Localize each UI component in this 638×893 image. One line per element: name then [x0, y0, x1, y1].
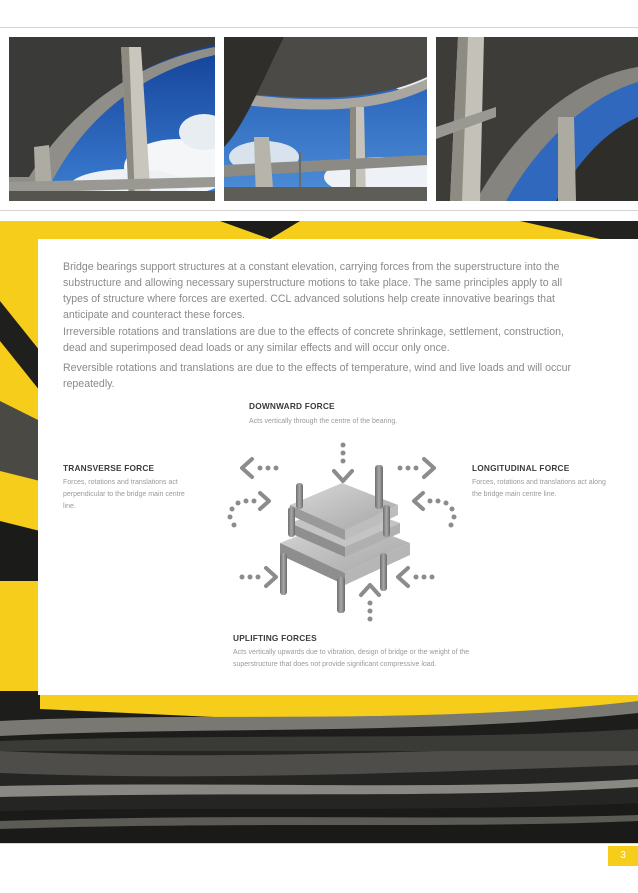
- transverse-force-desc: Forces, rotations and translations act perpendicular to the bridge main centre line.: [63, 479, 185, 510]
- intro-paragraph-2: Irreversible rotations and translations are due to the effects of concrete shrinkage, settlement, construction, dead and superimposed dead loads or any similar effects and will occur only once.: [63, 326, 564, 354]
- bridge-bearing-diagram-icon: [220, 435, 470, 635]
- bottom-rule: [0, 843, 638, 844]
- longitudinal-force-title: LONGITUDINAL FORCE: [472, 463, 570, 473]
- bridge-photo-3: [436, 37, 638, 201]
- page-number: 3: [608, 846, 638, 866]
- photos-bottom-rule: [0, 210, 638, 211]
- downward-force-desc: Acts vertically through the centre of the bearing.: [249, 418, 398, 425]
- rotation-arrow-icon: [228, 493, 270, 528]
- intro-paragraph-3: Reversible rotations and translations are due to the effects of temperature, wind and live loads and will occur repeatedly.: [63, 362, 571, 390]
- intro-paragraph-1: Bridge bearings support structures at a constant elevation, carrying forces from the superstructure into the substructure and allowing necessary superstructure motions to take place. The same principles apply to all types of structure where forces are exerted. CCL advanced solutions help create innovative bearings that anticipate and counteract these forces.: [63, 261, 563, 321]
- top-rule: [0, 27, 638, 28]
- downward-force-title: DOWNWARD FORCE: [249, 401, 335, 411]
- arrow-right-icon-lower: [240, 568, 277, 586]
- longitudinal-force-desc: Forces, rotations and translations act along the bridge main centre line.: [472, 479, 606, 498]
- arrow-up-icon: [361, 585, 379, 622]
- arrow-down-icon: [334, 443, 352, 482]
- uplifting-forces-title: UPLIFTING FORCES: [233, 633, 317, 643]
- bottom-highway-image: [0, 751, 638, 843]
- rotation-arrow-icon-right: [414, 493, 457, 528]
- uplifting-forces-desc: Acts vertically upwards due to vibration, design of bridge or the weight of the superstructure that does not provide significant compressive load.: [233, 649, 470, 668]
- pin-lower-left: [280, 553, 287, 595]
- arrow-right-icon: [398, 459, 435, 477]
- bridge-photo-2: [224, 37, 427, 201]
- arrow-left-icon: [242, 459, 279, 477]
- arrow-left-icon-lower: [398, 568, 435, 586]
- bridge-photo-1: [9, 37, 215, 201]
- transverse-force-title: TRANSVERSE FORCE: [63, 463, 155, 473]
